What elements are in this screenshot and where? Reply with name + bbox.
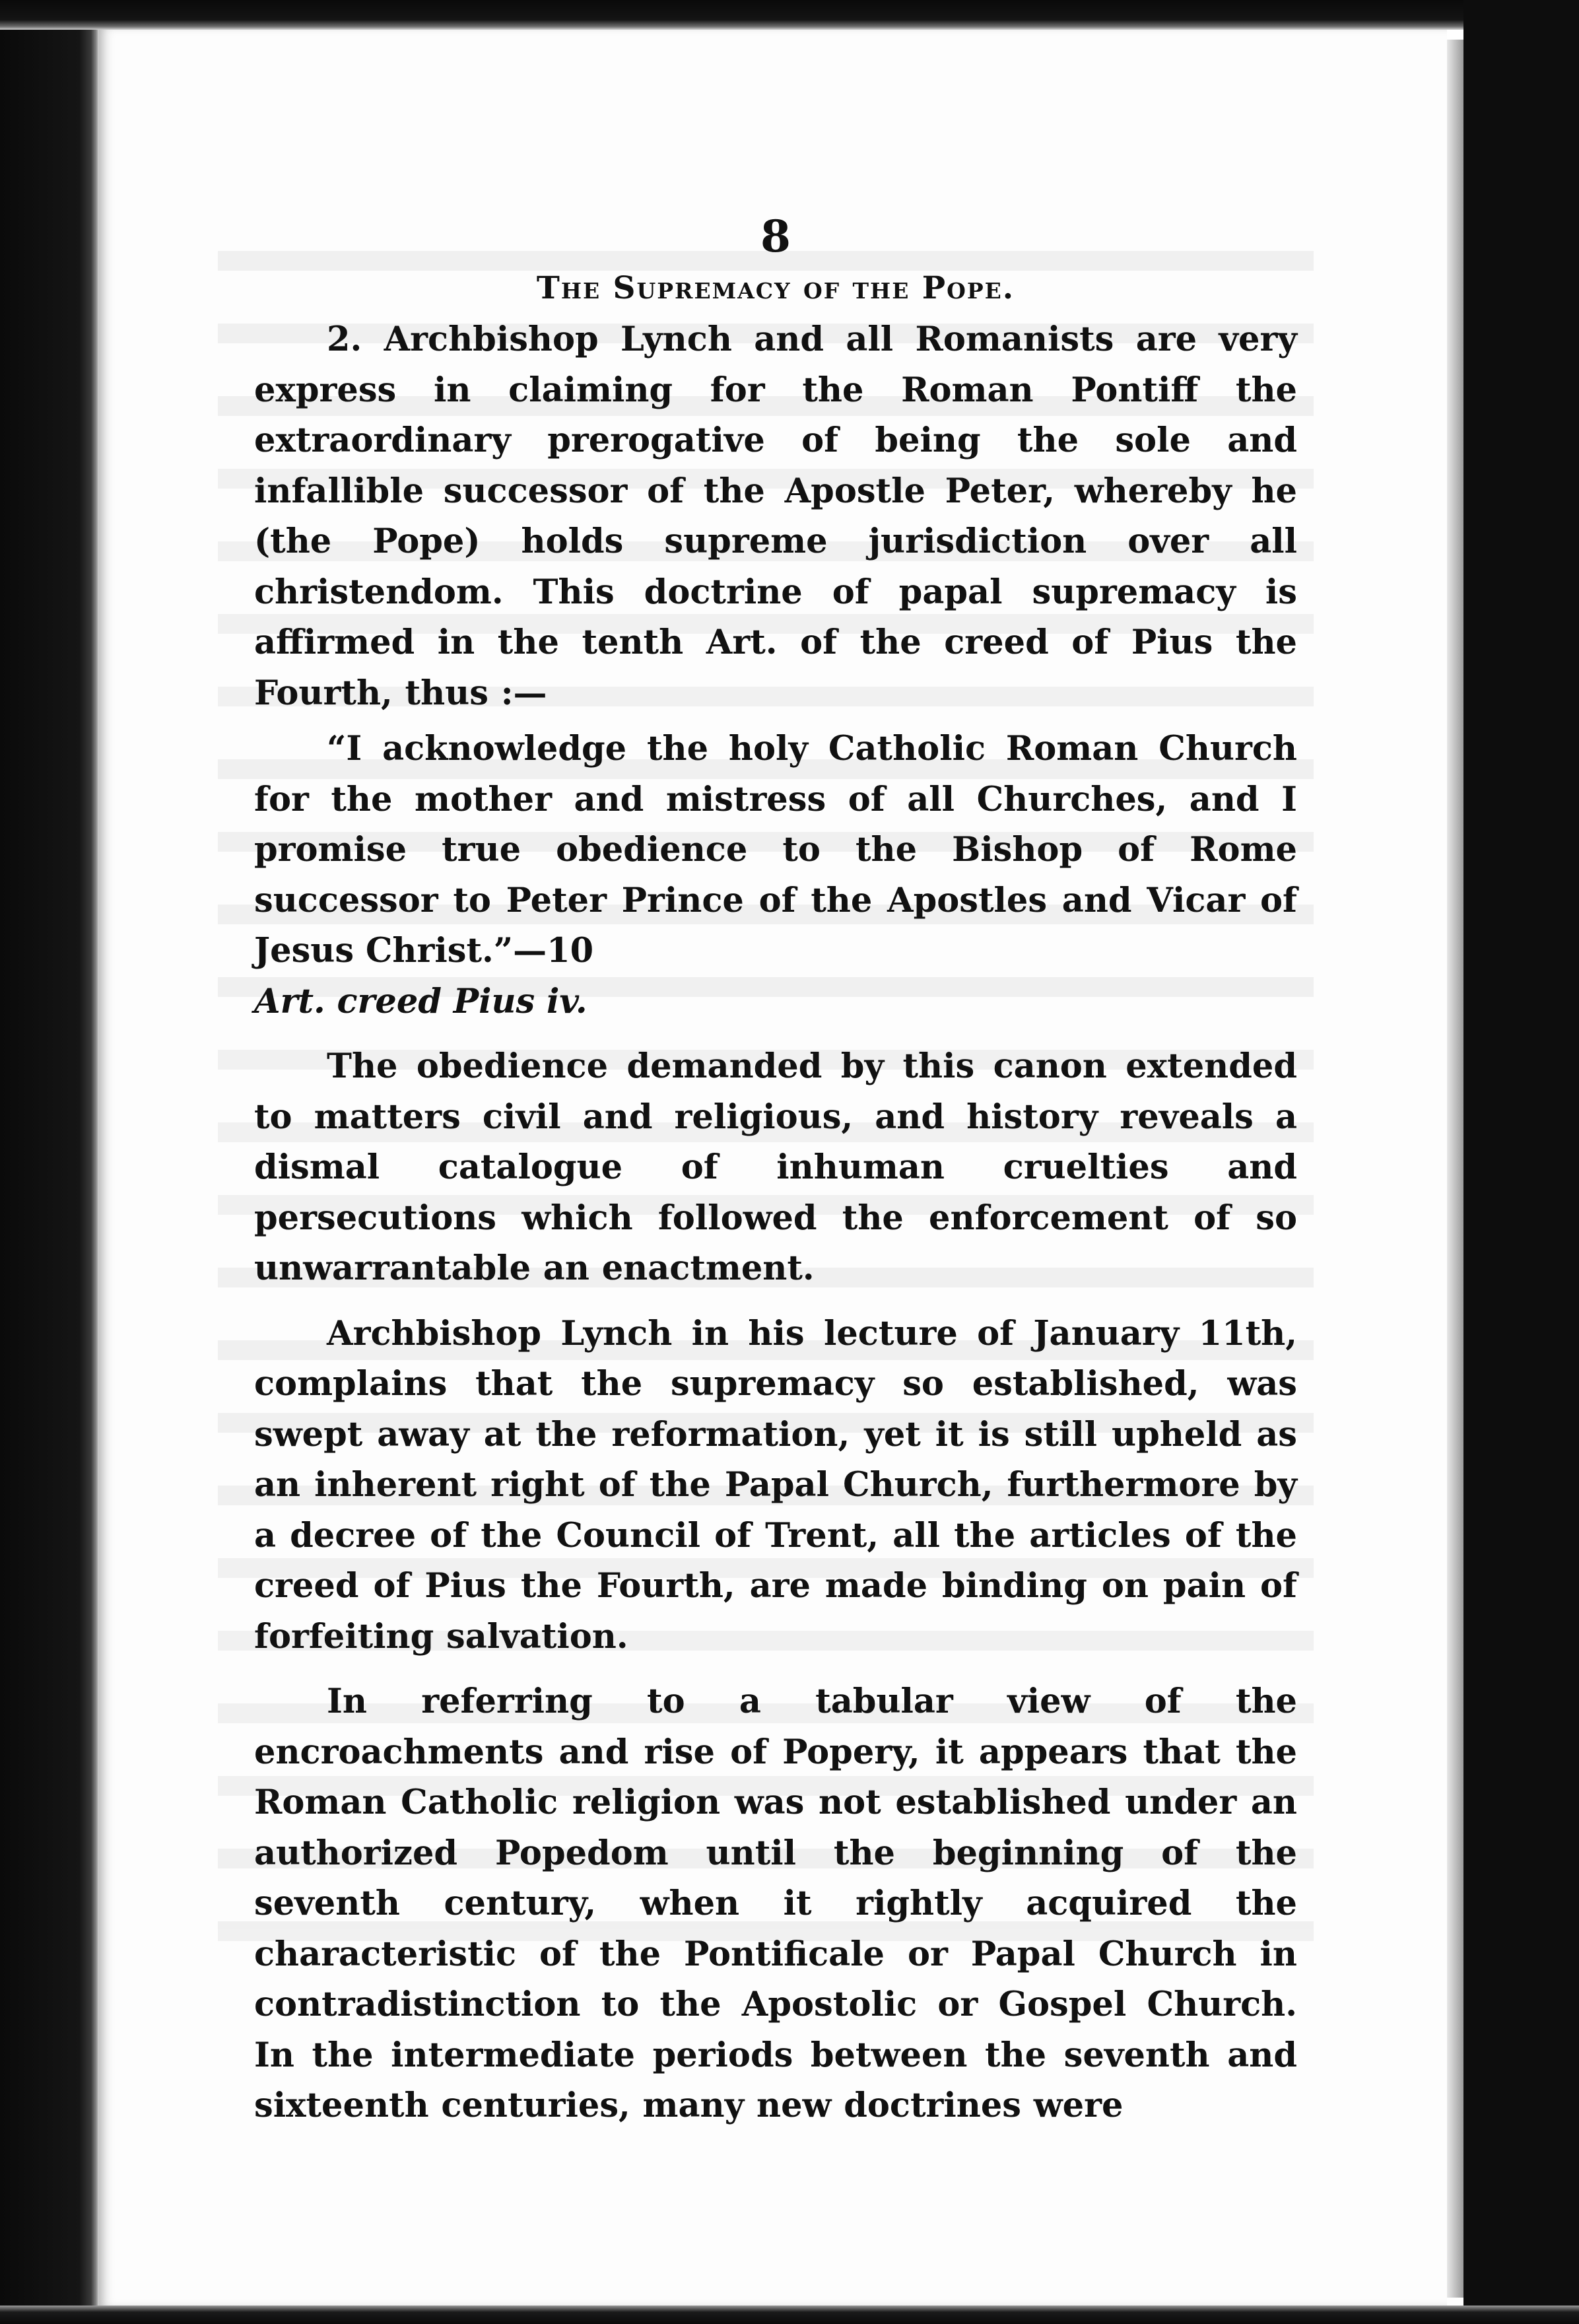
paragraph-lecture: Archbishop Lynch in his lecture of January 11th, complains that the supremacy so established, was swept away at the reformation, yet it is still upheld as an inherent right of the Papal Church, furthermore by a decree of the Council of Trent, all the articles of the creed of Pius the Fourth, are made binding on pain of forfeiting salvation.	[254, 1313, 1297, 1657]
scan-border-bottom	[0, 2306, 1579, 2324]
paragraph-claim: 2. Archbishop Lynch and all Romanists are very express in claiming for the Roman Pontiff the extraordinary prerogative of being the sole and infallible successor of the Apostle Peter, whereby he (the Pope) holds supreme jurisdiction over all christendom. This doctrine of papal supremacy is affirmed in the tenth Art. of the creed of Pius the Fourth, thus :—	[254, 320, 1297, 713]
adjacent-page-edge	[1447, 40, 1463, 2298]
creed-quotation: “I acknowledge the holy Catholic Roman Church for the mother and mistress of all Churches, and I promise true obedience to the Bishop of Rome successor to Peter Prince of the Apostles and Vicar of Jesus Christ.”—10	[254, 729, 1297, 971]
page-number: 8	[760, 211, 791, 262]
paragraph-obedience: The obedience demanded by this canon extended to matters civil and religious, and history reveals a dismal catalogue of inhuman cruelties and persecutions which followed the enforcement of so unwarrantable an enactment.	[254, 1046, 1297, 1288]
quotation-citation: Art. creed Pius iv.	[254, 981, 588, 1021]
page-content	[254, 210, 1297, 2131]
paragraph-popery: In referring to a tabular view of the encroachments and rise of Popery, it appears that the Roman Catholic religion was not established under an authorized Popedom until the beginning of the seventh century, when it rightly acquired the characteristic of the Pontificale or Papal Church in contradistinction to the Apostolic or Gospel Church. In the intermediate periods between the seventh and sixteenth centuries, many new doctrines were	[254, 1682, 1297, 2125]
scan-border-left	[0, 0, 99, 2324]
scan-border-top	[0, 0, 1579, 30]
section-heading: The Supremacy of the Pope.	[536, 270, 1015, 306]
scan-border-right	[1463, 0, 1579, 2324]
